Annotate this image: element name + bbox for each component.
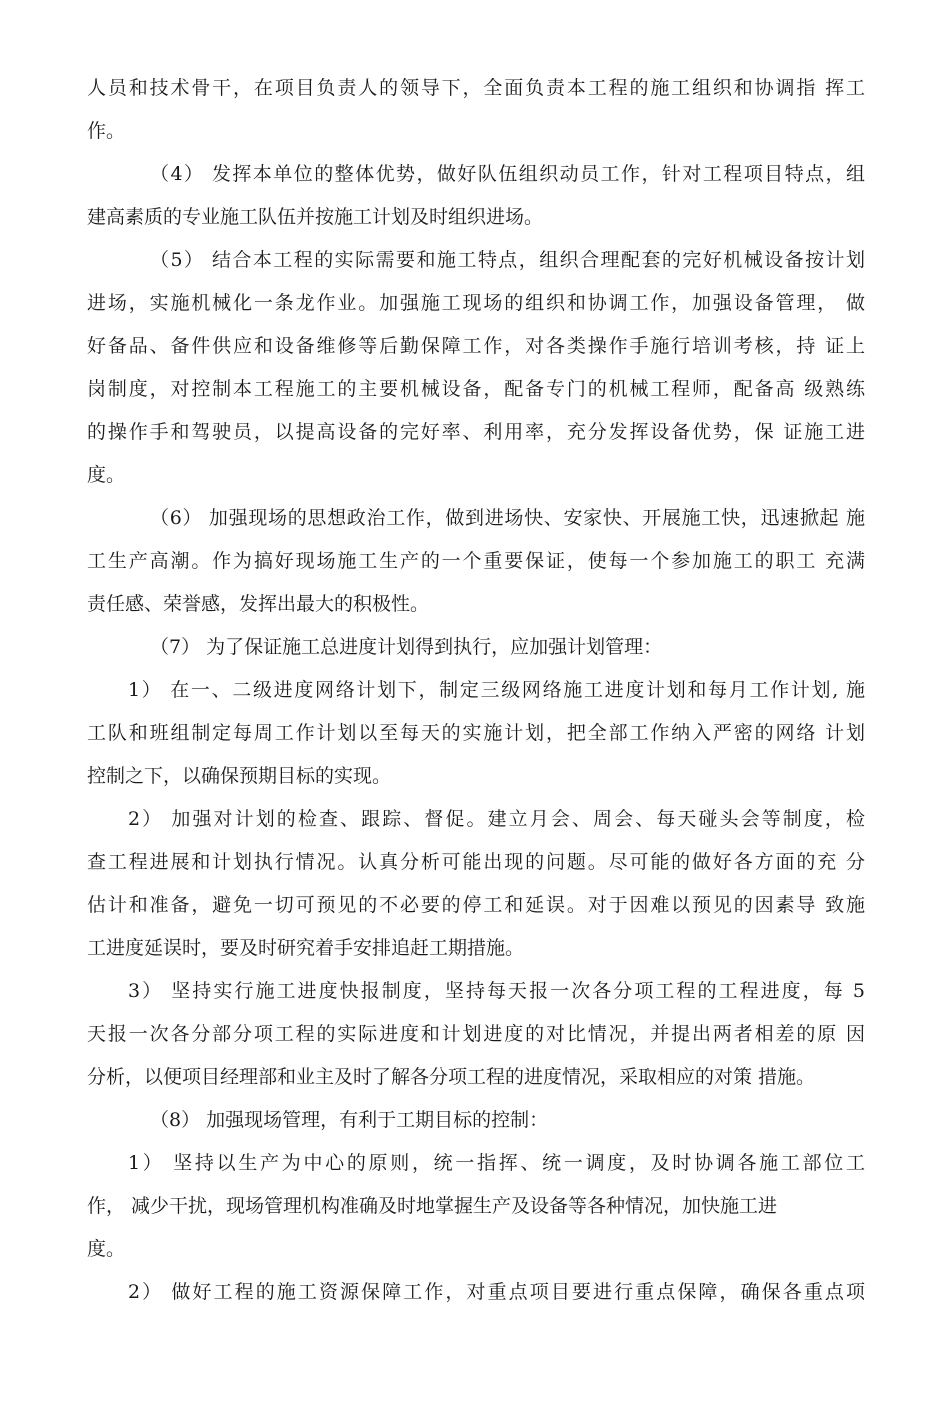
list-item-7-1-first-line: 1） 在一、二级进度网络计划下，制定三级网络施工进度计划和每月工作计划, 施 — [128, 679, 865, 701]
text-line: 工队和班组制定每周工作计划以至每天的实施计划，把全部工作纳入严密的网络 计划 — [87, 722, 865, 744]
text-line: 工生产高潮。作为搞好现场施工生产的一个重要保证，使每一个参加施工的职工 充满 — [87, 550, 865, 572]
text-line: 度。 — [87, 1238, 126, 1260]
paragraph-item-6-first-line: （6） 加强现场的思想政治工作，做到进场快、安家快、开展施工快，迅速掀起 施 — [150, 507, 865, 529]
text-line: 分析，以便项目经理部和业主及时了解各分项工程的进度情况，采取相应的对策 措施。 — [87, 1066, 816, 1088]
text-line: 作。 — [87, 120, 126, 142]
text-line: 天报一次各分部分项工程的实际进度和计划进度的对比情况，并提出两者相差的原 因 — [87, 1023, 865, 1045]
paragraph-item-7: （7） 为了保证施工总进度计划得到执行，应加强计划管理： — [150, 636, 663, 658]
text-line: 责任感、荣誉感，发挥出最大的积极性。 — [87, 593, 430, 615]
text-line: 查工程进展和计划执行情况。认真分析可能出现的问题。尽可能的做好各方面的充 分 — [87, 851, 865, 873]
text-line: 岗制度，对控制本工程施工的主要机械设备，配备专门的机械工程师，配备高 级熟练 — [87, 378, 865, 400]
text-line: 度。 — [87, 464, 126, 486]
text-line: 作， 减少干扰，现场管理机构准确及时地掌握生产及设备等各种情况，加快施工进 — [87, 1195, 778, 1217]
text-line: 工进度延误时，要及时研究着手安排追赶工期措施。 — [87, 937, 525, 959]
paragraph-item-5-first-line: （5） 结合本工程的实际需要和施工特点，组织合理配套的完好机械设备按计划 — [150, 249, 865, 271]
text-line: 进场，实施机械化一条龙作业。加强施工现场的组织和协调工作，加强设备管理， 做 — [87, 292, 865, 314]
paragraph-item-4-first-line: （4） 发挥本单位的整体优势，做好队伍组织动员工作，针对工程项目特点，组 — [150, 163, 865, 185]
paragraph-item-8: （8） 加强现场管理，有利于工期目标的控制： — [150, 1109, 549, 1131]
text-line: 人员和技术骨干，在项目负责人的领导下，全面负责本工程的施工组织和协调指 挥工 — [87, 77, 865, 99]
text-line: 控制之下，以确保预期目标的实现。 — [87, 765, 392, 787]
list-item-7-2-first-line: 2） 加强对计划的检查、跟踪、督促。建立月会、周会、每天碰头会等制度，检 — [128, 808, 865, 830]
text-line: 的操作手和驾驶员，以提高设备的完好率、利用率，充分发挥设备优势，保 证施工进 — [87, 421, 865, 443]
text-line: 估计和准备，避免一切可预见的不必要的停工和延误。对于因难以预见的因素导 致施 — [87, 894, 865, 916]
text-line: 建高素质的专业施工队伍并按施工计划及时组织进场。 — [87, 206, 544, 228]
list-item-8-1-first-line: 1） 坚持以生产为中心的原则，统一指挥、统一调度，及时协调各施工部位工 — [128, 1152, 865, 1174]
list-item-8-2-first-line: 2） 做好工程的施工资源保障工作，对重点项目要进行重点保障，确保各重点项 — [128, 1281, 865, 1303]
text-line: 好备品、备件供应和设备维修等后勤保障工作，对各类操作手施行培训考核，持 证上 — [87, 335, 865, 357]
list-item-7-3-first-line: 3） 坚持实行施工进度快报制度，坚持每天报一次各分项工程的工程进度，每 5 — [128, 980, 865, 1002]
